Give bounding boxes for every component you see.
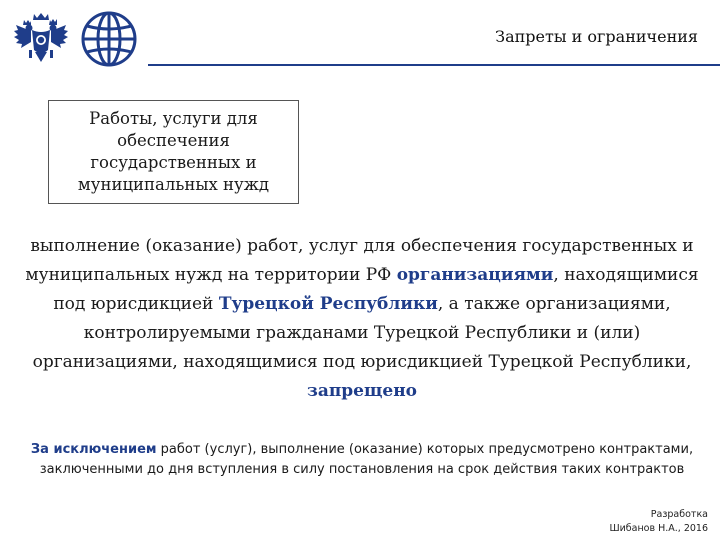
globe-icon — [80, 10, 138, 68]
russian-coat-of-arms-icon — [12, 10, 70, 66]
highlight-prohibited: запрещено — [306, 381, 417, 401]
author-credit — [609, 508, 708, 536]
category-label: Работы, услуги для обеспечения государственных и муниципальных нужд — [77, 109, 270, 194]
highlight-turkish-republic: Турецкой Республики — [218, 294, 438, 314]
category-box — [48, 100, 299, 204]
credit-line-2: Шибанов Н.А., 2016 — [609, 523, 708, 534]
exception-note — [20, 440, 704, 480]
statement-part-3: , а также организациями, контролируемыми гражданами Турецкой Республики и (или) организациями, находящимися под юрисдикцией Турецкой Республики, — [32, 294, 692, 372]
statement-part-2: , находящимися под юрисдикцией — [53, 265, 699, 314]
title-divider — [148, 64, 720, 66]
main-statement — [20, 232, 704, 406]
page-title: Запреты и ограничения — [495, 27, 698, 46]
exception-highlight: За исключением — [30, 442, 157, 457]
statement-part-1: выполнение (оказание) работ, услуг для обеспечения государственных и муниципальных нужд на территории РФ — [25, 236, 694, 285]
credit-line-1: Разработка — [650, 509, 708, 520]
highlight-organizations: организациями — [396, 265, 554, 285]
exception-text: работ (услуг), выполнение (оказание) которых предусмотрено контрактами, заключенными до дня вступления в силу постановления на срок действия таких контрактов — [39, 442, 694, 477]
